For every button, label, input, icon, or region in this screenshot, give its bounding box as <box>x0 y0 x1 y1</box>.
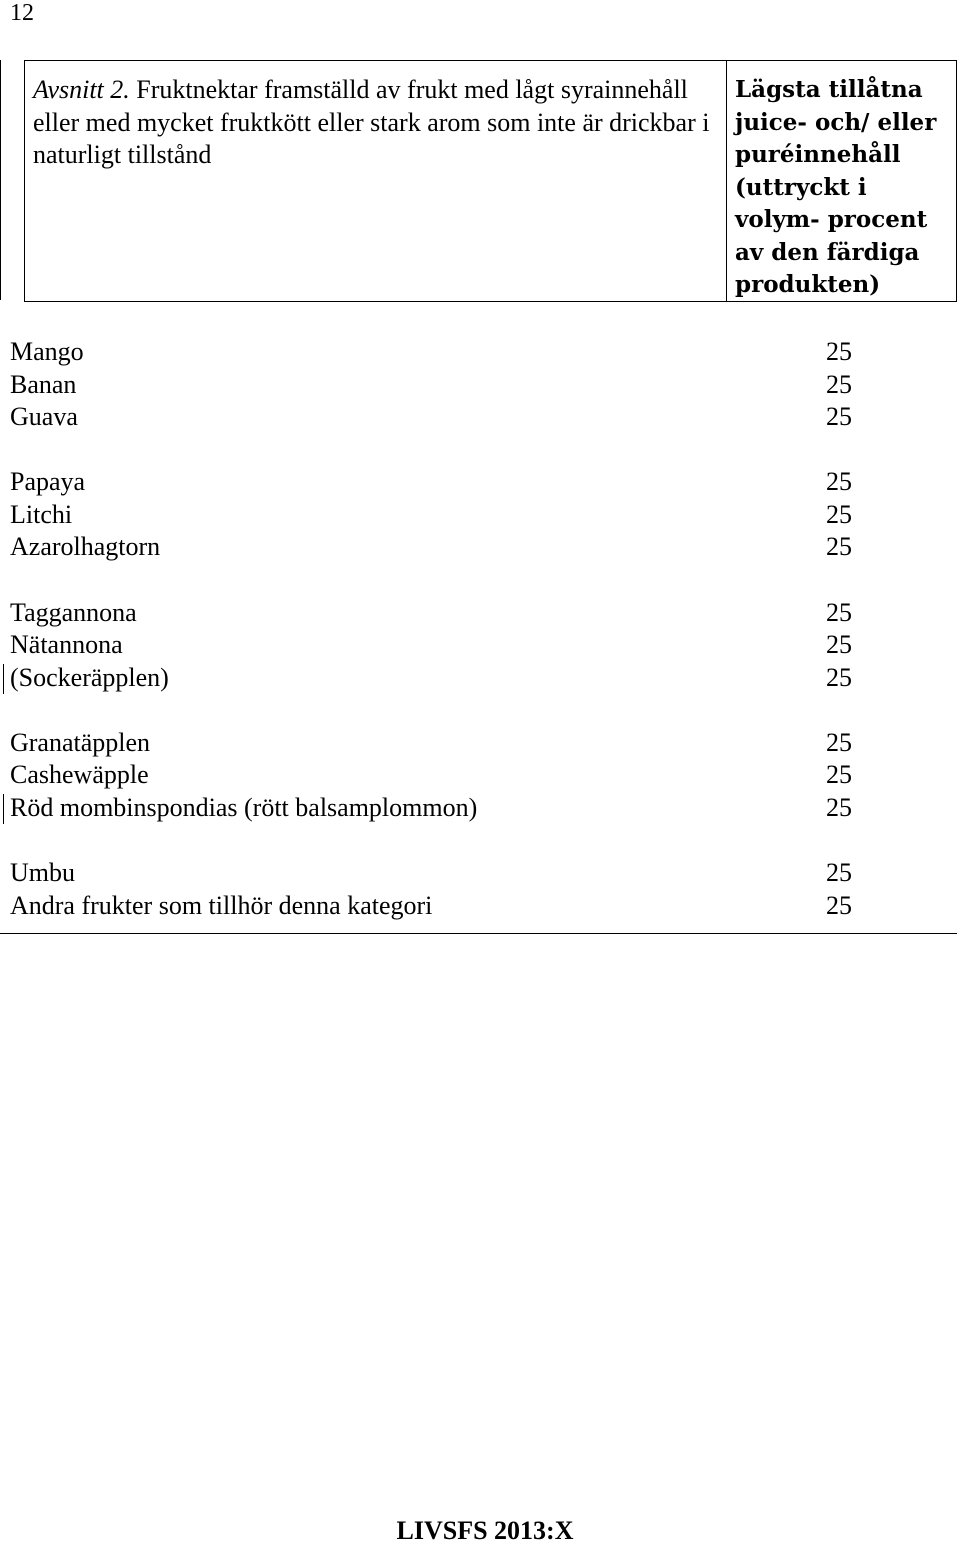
section-text: Fruktnektar framställd av frukt med lågt syrainnehåll eller med mycket fruktkött eller stark arom som inte är drickbar i naturligt tillstånd <box>33 75 710 169</box>
fruit-name: Banan <box>10 369 77 399</box>
row-group <box>10 727 950 825</box>
header-column-divider <box>726 60 727 302</box>
table-row <box>10 466 950 499</box>
fruit-name: Mango <box>10 337 84 366</box>
fruit-value: 25 <box>826 499 852 529</box>
table-row <box>10 629 950 662</box>
section-title <box>33 74 713 172</box>
table-row <box>10 857 950 890</box>
fruit-value: 25 <box>826 467 852 497</box>
fruit-value: 25 <box>826 858 852 888</box>
fruit-name: Litchi <box>10 499 73 529</box>
table-row <box>10 531 950 564</box>
table-bottom-rule <box>0 933 957 934</box>
fruit-value: 25 <box>826 369 852 399</box>
fruit-value: 25 <box>826 630 852 660</box>
revision-mark <box>3 794 4 824</box>
fruit-name: Umbu <box>10 858 75 888</box>
revision-bar <box>0 60 1 300</box>
fruit-name: (Sockeräpplen) <box>10 662 169 692</box>
row-group <box>10 466 950 564</box>
table-row <box>10 890 950 923</box>
document-reference-footer: LIVSFS 2013:X <box>396 1516 574 1545</box>
fruit-value: 25 <box>826 337 852 366</box>
fruit-value: 25 <box>826 662 852 692</box>
fruit-name: Guava <box>10 402 78 432</box>
table-row <box>10 336 950 369</box>
table-row <box>10 792 950 825</box>
fruit-name: Röd mombinspondias (rött balsamplommon) <box>10 793 478 823</box>
table-row <box>10 727 950 760</box>
fruit-value: 25 <box>826 760 852 790</box>
row-group <box>10 857 950 922</box>
page-number: 12 <box>10 0 34 26</box>
revision-mark <box>3 664 4 694</box>
fruit-value: 25 <box>826 727 852 757</box>
table-row <box>10 401 950 434</box>
fruit-value: 25 <box>826 793 852 823</box>
fruit-name: Papaya <box>10 467 86 497</box>
fruit-name: Cashewäpple <box>10 760 149 790</box>
table-row <box>10 597 950 630</box>
table-row <box>10 369 950 402</box>
fruit-table-body <box>10 336 950 955</box>
fruit-name: Andra frukter som tillhör denna kategori <box>10 890 433 920</box>
row-group <box>10 336 950 434</box>
table-row <box>10 759 950 792</box>
fruit-name: Nätannona <box>10 630 123 660</box>
table-row <box>10 662 950 695</box>
fruit-name: Granatäpplen <box>10 727 151 757</box>
fruit-value: 25 <box>826 597 852 627</box>
fruit-value: 25 <box>826 890 852 920</box>
fruit-value: 25 <box>826 402 852 432</box>
row-group <box>10 597 950 695</box>
fruit-name: Azarolhagtorn <box>10 532 161 562</box>
section-label: Avsnitt 2. <box>33 75 130 104</box>
column-header-min-content: Lägsta tillåtna juice- och/ eller puréinnehåll (uttryckt i volym- procent av den färdiga produkten) <box>735 76 937 298</box>
table-row <box>10 499 950 532</box>
fruit-value: 25 <box>826 532 852 562</box>
fruit-name: Taggannona <box>10 597 137 627</box>
